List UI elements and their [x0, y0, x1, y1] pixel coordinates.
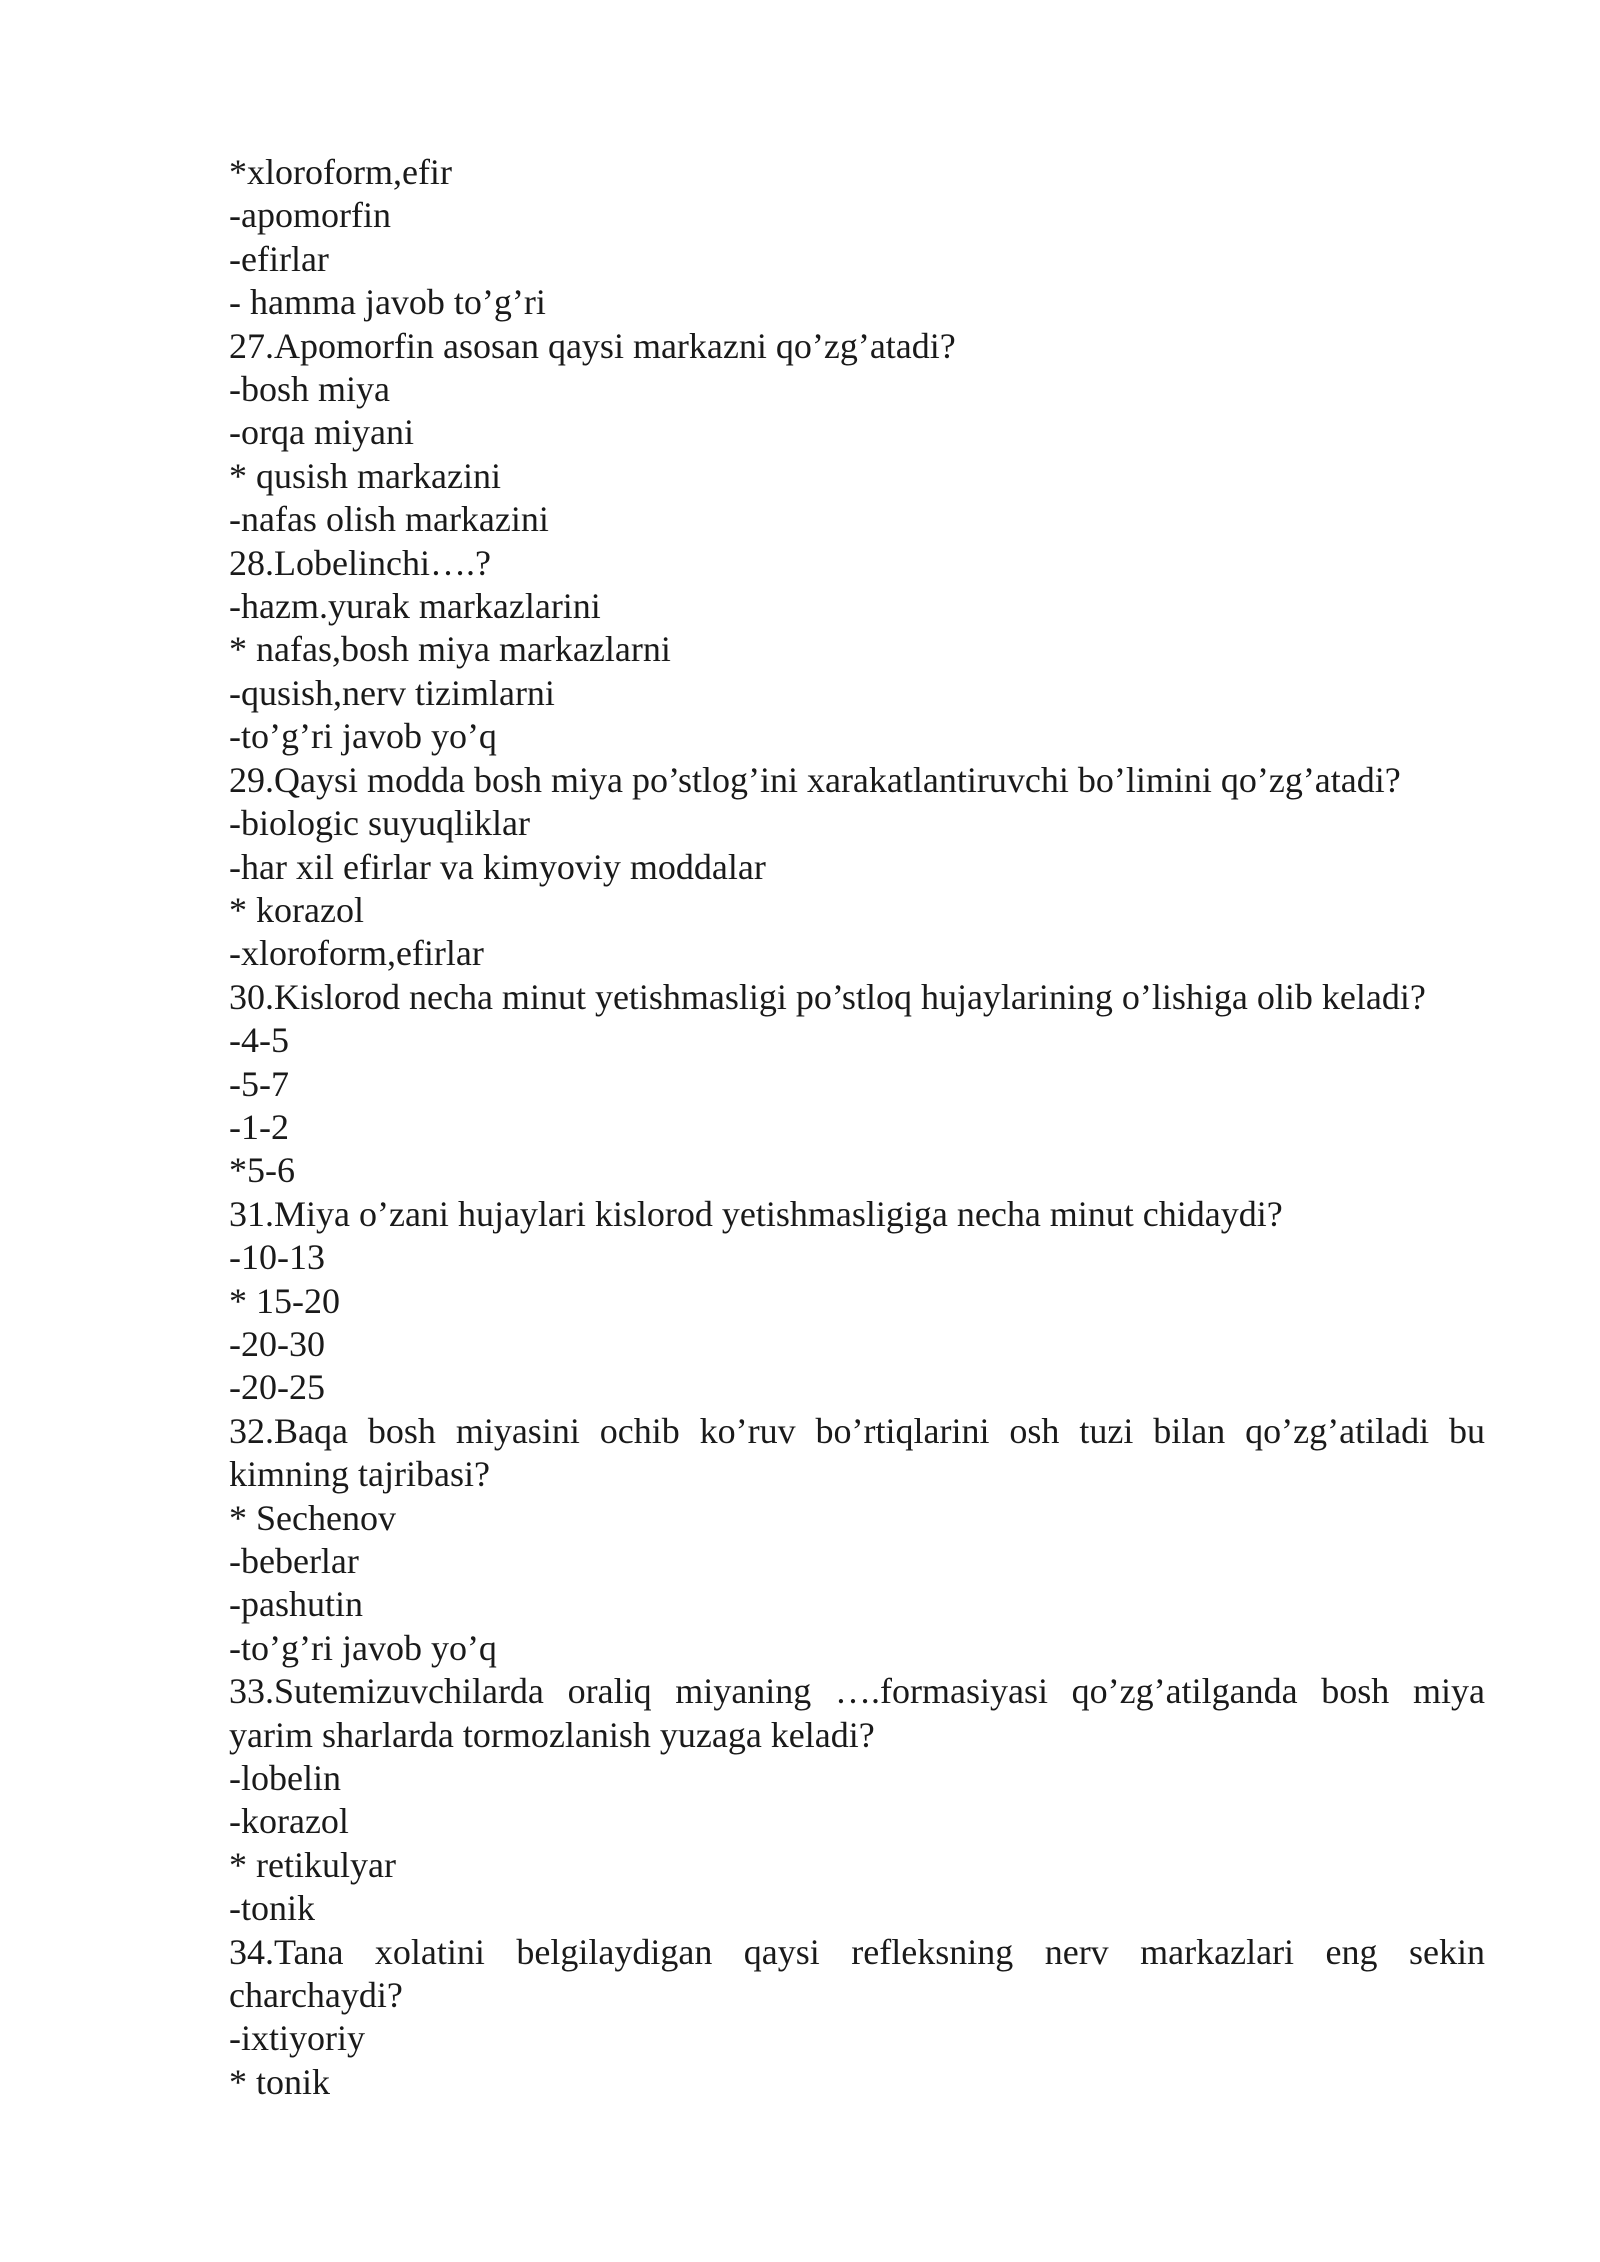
answer-option: -korazol: [229, 1801, 349, 1842]
document-page: [229, 151, 1485, 2104]
question-text: 28.Lobelinchi….?: [229, 542, 491, 583]
answer-option: -pashutin: [229, 1584, 363, 1625]
question-text: 31.Miya o’zani hujaylari kislorod yetishmasligiga necha minut chidaydi?: [229, 1193, 1283, 1234]
question-text: 30.Kislorod necha minut yetishmasligi po’stloq hujaylarining o’lishiga olib keladi?: [229, 976, 1426, 1017]
answer-option: * tonik: [229, 2061, 331, 2102]
answer-option: -bosh miya: [229, 369, 390, 410]
answer-option: -qusish,nerv tizimlarni: [229, 672, 555, 713]
answer-option: -tonik: [229, 1888, 315, 1929]
answer-option: -to’g’ri javob yo’q: [229, 716, 497, 757]
answer-option: -lobelin: [229, 1758, 341, 1799]
answer-option: -hazm.yurak markazlarini: [229, 586, 601, 627]
answer-option: -biologic suyuqliklar: [229, 803, 530, 844]
answer-option: * Sechenov: [229, 1497, 396, 1538]
answer-option: -har xil efirlar va kimyoviy moddalar: [229, 846, 766, 887]
answer-option: -efirlar: [229, 238, 329, 279]
answer-option: * qusish markazini: [229, 455, 501, 496]
question-text: 33.Sutemizuvchilarda oraliq miyaning ….formasiyasi qo’zg’atilganda bosh miya yarim sharlarda tormozlanish yuzaga keladi?: [229, 1671, 1485, 1755]
question-text: 32.Baqa bosh miyasini ochib ko’ruv bo’rtiqlarini osh tuzi bilan qo’zg’atiladi bu kimning tajribasi?: [229, 1410, 1485, 1495]
answer-option: -nafas olish markazini: [229, 499, 549, 540]
answer-option: -ixtiyoriy: [229, 2018, 365, 2059]
answer-option: - hamma javob to’g’ri: [229, 282, 546, 323]
answer-option: * nafas,bosh miya markazlarni: [229, 629, 671, 670]
answer-option: -beberlar: [229, 1541, 359, 1581]
answer-option: -20-25: [229, 1367, 325, 1408]
answer-option: -to’g’ri javob yo’q: [229, 1627, 497, 1668]
answer-option: * retikulyar: [229, 1844, 396, 1885]
answer-option: -10-13: [229, 1237, 325, 1278]
answer-option: -4-5: [229, 1020, 289, 1061]
question-text: 34.Tana xolatini belgilaydigan qaysi refleksning nerv markazlari eng sekin charchaydi?: [229, 1931, 1485, 2016]
answer-option: *5-6: [229, 1150, 295, 1191]
answer-option: *xloroform,efir: [229, 152, 452, 192]
answer-option: -apomorfin: [229, 195, 391, 236]
answer-option: -1-2: [229, 1106, 289, 1147]
answer-option: * 15-20: [229, 1280, 340, 1321]
question-text: 27.Apomorfin asosan qaysi markazni qo’zg’atadi?: [229, 325, 956, 366]
answer-option: -orqa miyani: [229, 412, 414, 453]
answer-option: * korazol: [229, 889, 364, 930]
answer-option: -20-30: [229, 1323, 325, 1364]
answer-option: -xloroform,efirlar: [229, 933, 484, 974]
answer-option: -5-7: [229, 1063, 289, 1104]
question-text: 29.Qaysi modda bosh miya po’stlog’ini xarakatlantiruvchi bo’limini qo’zg’atadi?: [229, 759, 1401, 800]
